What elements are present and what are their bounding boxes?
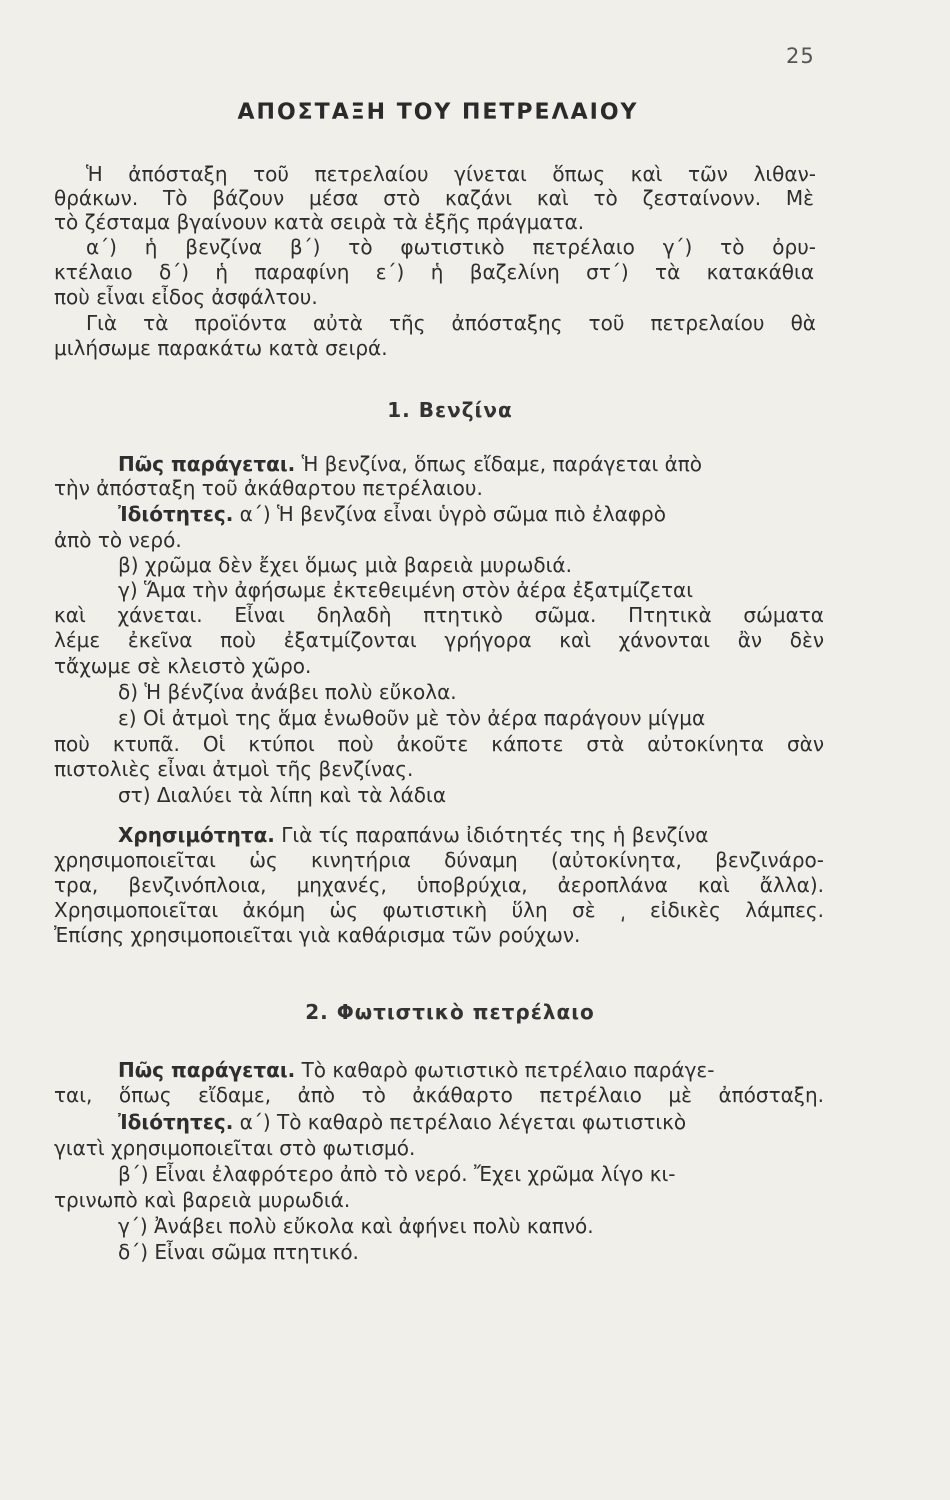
section-heading: 2. Φωτιστικὸ πετρέλαιο (305, 1000, 595, 1024)
text-line: χρησιμοποιεῖται ὡς κινητήρια δύναμη (αὐτοκίνητα, βενζινάρο- (54, 848, 824, 872)
text-line: μιλήσωμε παρακάτω κατὰ σειρά. (54, 336, 388, 360)
text-run: Γιὰ τίς παραπάνω ἰδιότητές της ἡ βενζίνα (274, 823, 709, 847)
run-in-label: Πῶς παράγεται. (118, 1058, 296, 1082)
text-line: ται, ὅπως εἴδαμε, ἀπὸ τὸ ἀκάθαρτο πετρέλαιο μὲ ἀπόσταξη. (54, 1083, 824, 1107)
text-line: Ἐπίσης χρησιμοποιεῖται γιὰ καθάρισμα τῶν ρούχων. (54, 923, 581, 947)
text-line: λέμε ἐκεῖνα ποὺ ἐξατμίζονται γρήγορα καὶ χάνονται ἂν δὲν (54, 628, 824, 652)
text-line: δ΄) Εἶναι σῶμα πτητικό. (118, 1240, 359, 1264)
text-line (118, 452, 702, 476)
text-line (118, 502, 666, 526)
page-number: 25 (786, 44, 815, 68)
text-line (118, 1058, 714, 1082)
text-line: κτέλαιο δ΄) ἡ παραφίνη ε΄) ἡ βαζελίνη στ΄) τὰ κατακάθια (54, 260, 814, 284)
page-title: ΑΠΟΣΤΑΞΗ ΤΟΥ ΠΕΤΡΕΛΑΙΟΥ (237, 100, 639, 125)
text-line: γ) Ἅμα τὴν ἀφήσωμε ἐκτεθειμένη στὸν ἀέρα ἐξατμίζεται (118, 578, 693, 602)
text-line: τἄχωμε σὲ κλειστὸ χῶρο. (54, 654, 312, 678)
run-in-label: Χρησιμότητα. (118, 823, 275, 847)
text-run: Ἡ βενζίνα, ὅπως εἴδαμε, παράγεται ἀπὸ (295, 452, 703, 476)
text-line (118, 823, 709, 847)
text-line: ποὺ κτυπᾶ. Οἱ κτύποι ποὺ ἀκοῦτε κάποτε στὰ αὐτοκίνητα σὰν (54, 732, 824, 756)
text-line: ποὺ εἶναι εἶδος ἀσφάλτου. (54, 285, 318, 309)
text-line: α΄) ἡ βενζίνα β΄) τὸ φωτιστικὸ πετρέλαιο γ΄) τὸ ὀρυ- (86, 235, 816, 259)
text-line: Χρησιμοποιεῖται ἀκόμη ὡς φωτιστικὴ ὕλη σὲ ͵ εἰδικὲς λάμπες. (54, 898, 824, 922)
text-line: ἀπὸ τὸ νερό. (54, 528, 182, 552)
run-in-label: Ἰδιότητες. (118, 502, 234, 526)
text-line: γ΄) Ἀνάβει πολὺ εὔκολα καὶ ἀφήνει πολὺ καπνό. (118, 1214, 594, 1238)
text-line: τὸ ζέσταμα βγαίνουν κατὰ σειρὰ τὰ ἑξῆς πράγματα. (54, 210, 585, 234)
text-line: καὶ χάνεται. Εἶναι δηλαδὴ πτητικὸ σῶμα. Πτητικὰ σώματα (54, 603, 824, 627)
text-line: β) χρῶμα δὲν ἔχει ὅμως μιὰ βαρειὰ μυρωδιά. (118, 553, 572, 577)
text-line: ε) Οἱ ἀτμοὶ της ἅμα ἑνωθοῦν μὲ τὸν ἀέρα παράγουν μίγμα (118, 706, 706, 730)
text-line: στ) Διαλύει τὰ λίπη καὶ τὰ λάδια (118, 783, 446, 807)
run-in-label: Ἰδιότητες. (118, 1110, 234, 1134)
text-line: τρινωπὸ καὶ βαρειὰ μυρωδιά. (54, 1188, 351, 1212)
text-line: πιστολιὲς εἶναι ἀτμοὶ τῆς βενζίνας. (54, 757, 414, 781)
text-run: α΄) Τὸ καθαρὸ πετρέλαιο λέγεται φωτιστικὸ (233, 1110, 687, 1134)
section-heading: 1. Βενζίνα (387, 398, 513, 422)
text-line (118, 1110, 686, 1134)
text-line: Ἡ ἀπόσταξη τοῦ πετρελαίου γίνεται ὅπως καὶ τῶν λιθαν- (86, 162, 816, 186)
text-line: δ) Ἡ βένζίνα ἀνάβει πολὺ εὔκολα. (118, 680, 457, 704)
text-line: θράκων. Τὸ βάζουν μέσα στὸ καζάνι καὶ τὸ ζεσταίνονν. Μὲ (54, 186, 814, 210)
text-line: Γιὰ τὰ προϊόντα αὐτὰ τῆς ἀπόσταξης τοῦ πετρελαίου θὰ (86, 311, 816, 335)
text-run: Τὸ καθαρὸ φωτιστικὸ πετρέλαιο παράγε- (295, 1058, 715, 1082)
text-line: τρα, βενζινόπλοια, μηχανές, ὑποβρύχια, ἀεροπλάνα καὶ ἄλλα). (54, 873, 824, 897)
text-line: β΄) Εἶναι ἐλαφρότερο ἀπὸ τὸ νερό. Ἔχει χρῶμα λίγο κι- (118, 1162, 676, 1186)
text-line: τὴν ἀπόσταξη τοῦ ἀκάθαρτου πετρέλαιου. (54, 476, 483, 500)
text-run: α΄) Ἡ βενζίνα εἶναι ὑγρὸ σῶμα πιὸ ἐλαφρὸ (233, 502, 666, 526)
text-line: γιατὶ χρησιμοποιεῖται στὸ φωτισμό. (54, 1136, 416, 1160)
run-in-label: Πῶς παράγεται. (118, 452, 296, 476)
